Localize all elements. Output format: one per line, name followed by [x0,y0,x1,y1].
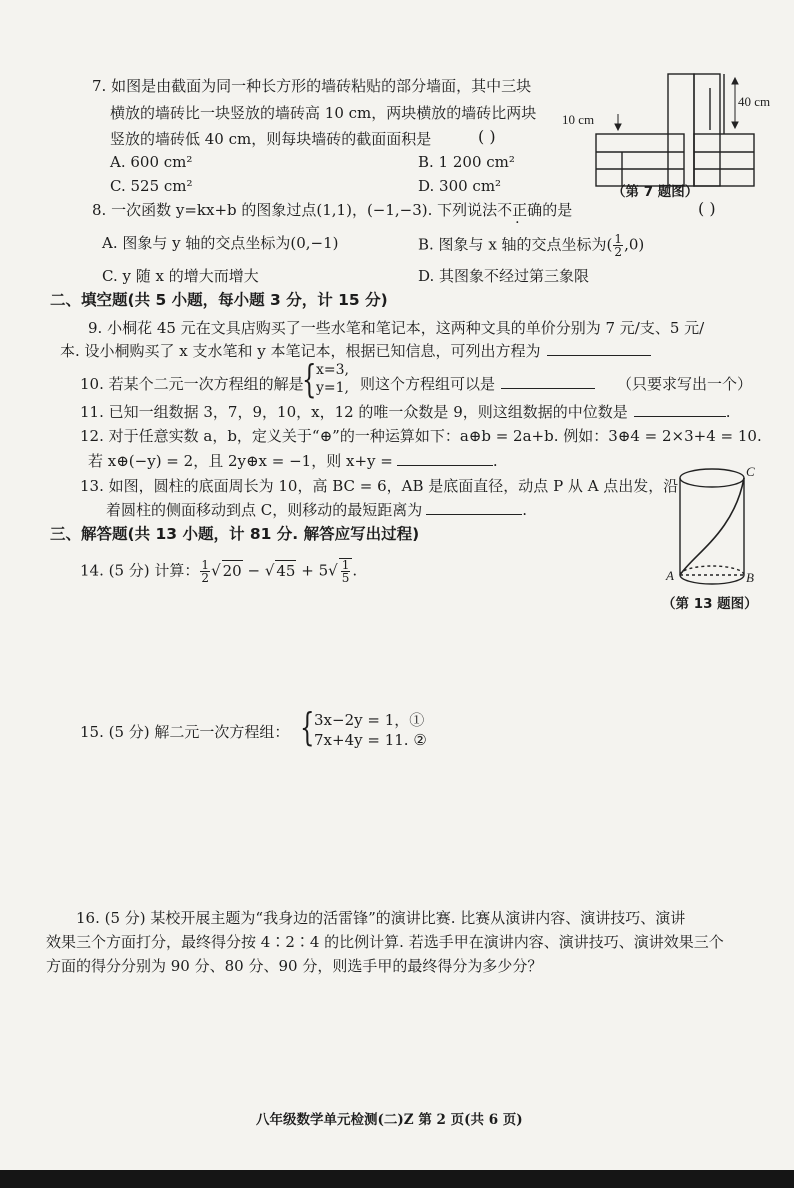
q16-line2: 效果三个方面打分，最终得分按 4∶2∶4 的比例计算. 若选手甲在演讲内容、演讲技巧、演讲效果三个 [46,933,724,951]
q13-line2: 着圆柱的侧面移动到点 C，则移动的最短距离为 . [106,501,528,519]
q8-emphasis: 不正确 [497,201,543,219]
q8-answer-paren: ( ) [698,199,716,218]
q13-line1: 13. 如图，圆柱的底面周长为 10，高 BC = 6，AB 是底面直径，动点 P 从 A 点出发，沿 [80,477,679,495]
q12-line1: 12. 对于任意实数 a，b，定义关于“⊕”的一种运算如下：a⊕b = 2a+b. 例如：3⊕4 = 2×3+4 = 10. [80,427,762,445]
q7-option-d: D. 300 cm² [418,177,502,195]
q8-option-a: A. 图象与 y 轴的交点坐标为(0,−1) [102,234,339,252]
q7-option-b: B. 1 200 cm² [418,153,515,171]
q8-option-d: D. 其图象不经过第三象限 [418,267,590,285]
figure-7-label-10cm: 10 cm [562,112,595,127]
figure-13-caption: （第 13 题图） [662,596,758,612]
q8-stem: 8. 一次函数 y=kx+b 的图象过点(1,1)，(−1,−3). 下列说法不正确的是 [92,201,573,219]
q9-line2: 本. 设小桐购买了 x 支水笔和 y 本笔记本，根据已知信息，可列出方程为 [60,341,651,361]
figure-7-label-40cm: 40 cm [738,94,771,109]
q7-line3: 竖放的墙砖低 40 cm，则每块墙砖的截面面积是 [110,130,432,148]
q8-option-b: B. 图象与 x 轴的交点坐标为( $\frac{1}{2}$ ,0) [418,232,645,259]
figure-7-caption: （第 7 题图） [612,184,699,200]
q16-line1: 16. (5 分) 某校开展主题为“我身边的活雷锋”的演讲比赛. 比赛从演讲内容、演讲技巧、演讲 [76,909,686,927]
q10-solution: x=3, y=1, [316,362,349,396]
q10-answer-blank[interactable] [501,388,595,389]
q8-option-c: C. y 随 x 的增大而增大 [102,267,259,285]
q15-system: 3x−2y = 1，① 7x+4y = 11. ② [314,711,427,749]
figure-13-point-c: C [746,464,755,479]
q9-line1: 9. 小桐花 45 元在文具店购买了一些水笔和笔记本，这两种文具的单价分别为 7 元/支、5 元/ [88,319,705,337]
q7-option-c: C. 525 cm² [110,177,193,195]
section-2-title: 二、填空题(共 5 小题，每小题 3 分，计 15 分) [50,291,388,309]
q12-answer-blank[interactable] [397,465,493,466]
q16-line3: 方面的得分分别为 90 分、80 分、90 分，则选手甲的最终得分为多少分？ [46,957,543,975]
q15-pre: 15. (5 分) 解二元一次方程组： [80,723,290,741]
q10-pre: 10. 若某个二元一次方程组的解是 [80,375,304,393]
q13-answer-blank[interactable] [426,514,522,515]
scan-bottom-edge [0,1170,794,1188]
figure-13-cylinder [664,462,774,592]
q7-option-a: A. 600 cm² [110,153,193,171]
figure-13-point-b: B [746,570,754,585]
q14-fraction-half: $\frac{1}{2}$ [201,558,210,585]
q10-mid: 则这个方程组可以是 （只要求写出一个） [360,375,753,393]
q7-line1: 7. 如图是由截面为同一种长方形的墙砖粘贴的部分墙面，其中三块 [92,77,532,95]
section-3-title: 三、解答题(共 13 小题，计 81 分. 解答应写出过程) [50,525,420,543]
q11-text: 11. 已知一组数据 3，7，9，10，x，12 的唯一众数是 9，则这组数据的中位数是 . [80,403,731,421]
figure-7-wall-tiles [560,66,771,196]
figure-13-point-a: A [666,568,674,583]
q14-fraction-fifth: $\frac{1}{5}$ [341,558,350,585]
q10-brace: { [302,357,317,401]
q12-line2: 若 x⊕(−y) = 2，且 2y⊕x = −1，则 x+y = . [88,452,498,470]
q15-brace: { [300,705,315,749]
page-footer: 八年级数学单元检测(二)Z 第 2 页(共 6 页) [256,1112,523,1128]
q8-fraction: $\frac{1}{2}$ [614,232,623,259]
q9-answer-blank[interactable] [547,355,651,356]
q7-answer-paren: ( ) [478,127,496,146]
q14-text: 14. (5 分) 计算： $\frac{1}{2}$ √ 20 − √ 45 + 5√ $\frac{1}{5}$ . [80,558,358,585]
q7-line2: 横放的墙砖比一块竖放的墙砖高 10 cm，两块横放的墙砖比两块 [110,104,537,122]
q11-answer-blank[interactable] [634,416,726,417]
